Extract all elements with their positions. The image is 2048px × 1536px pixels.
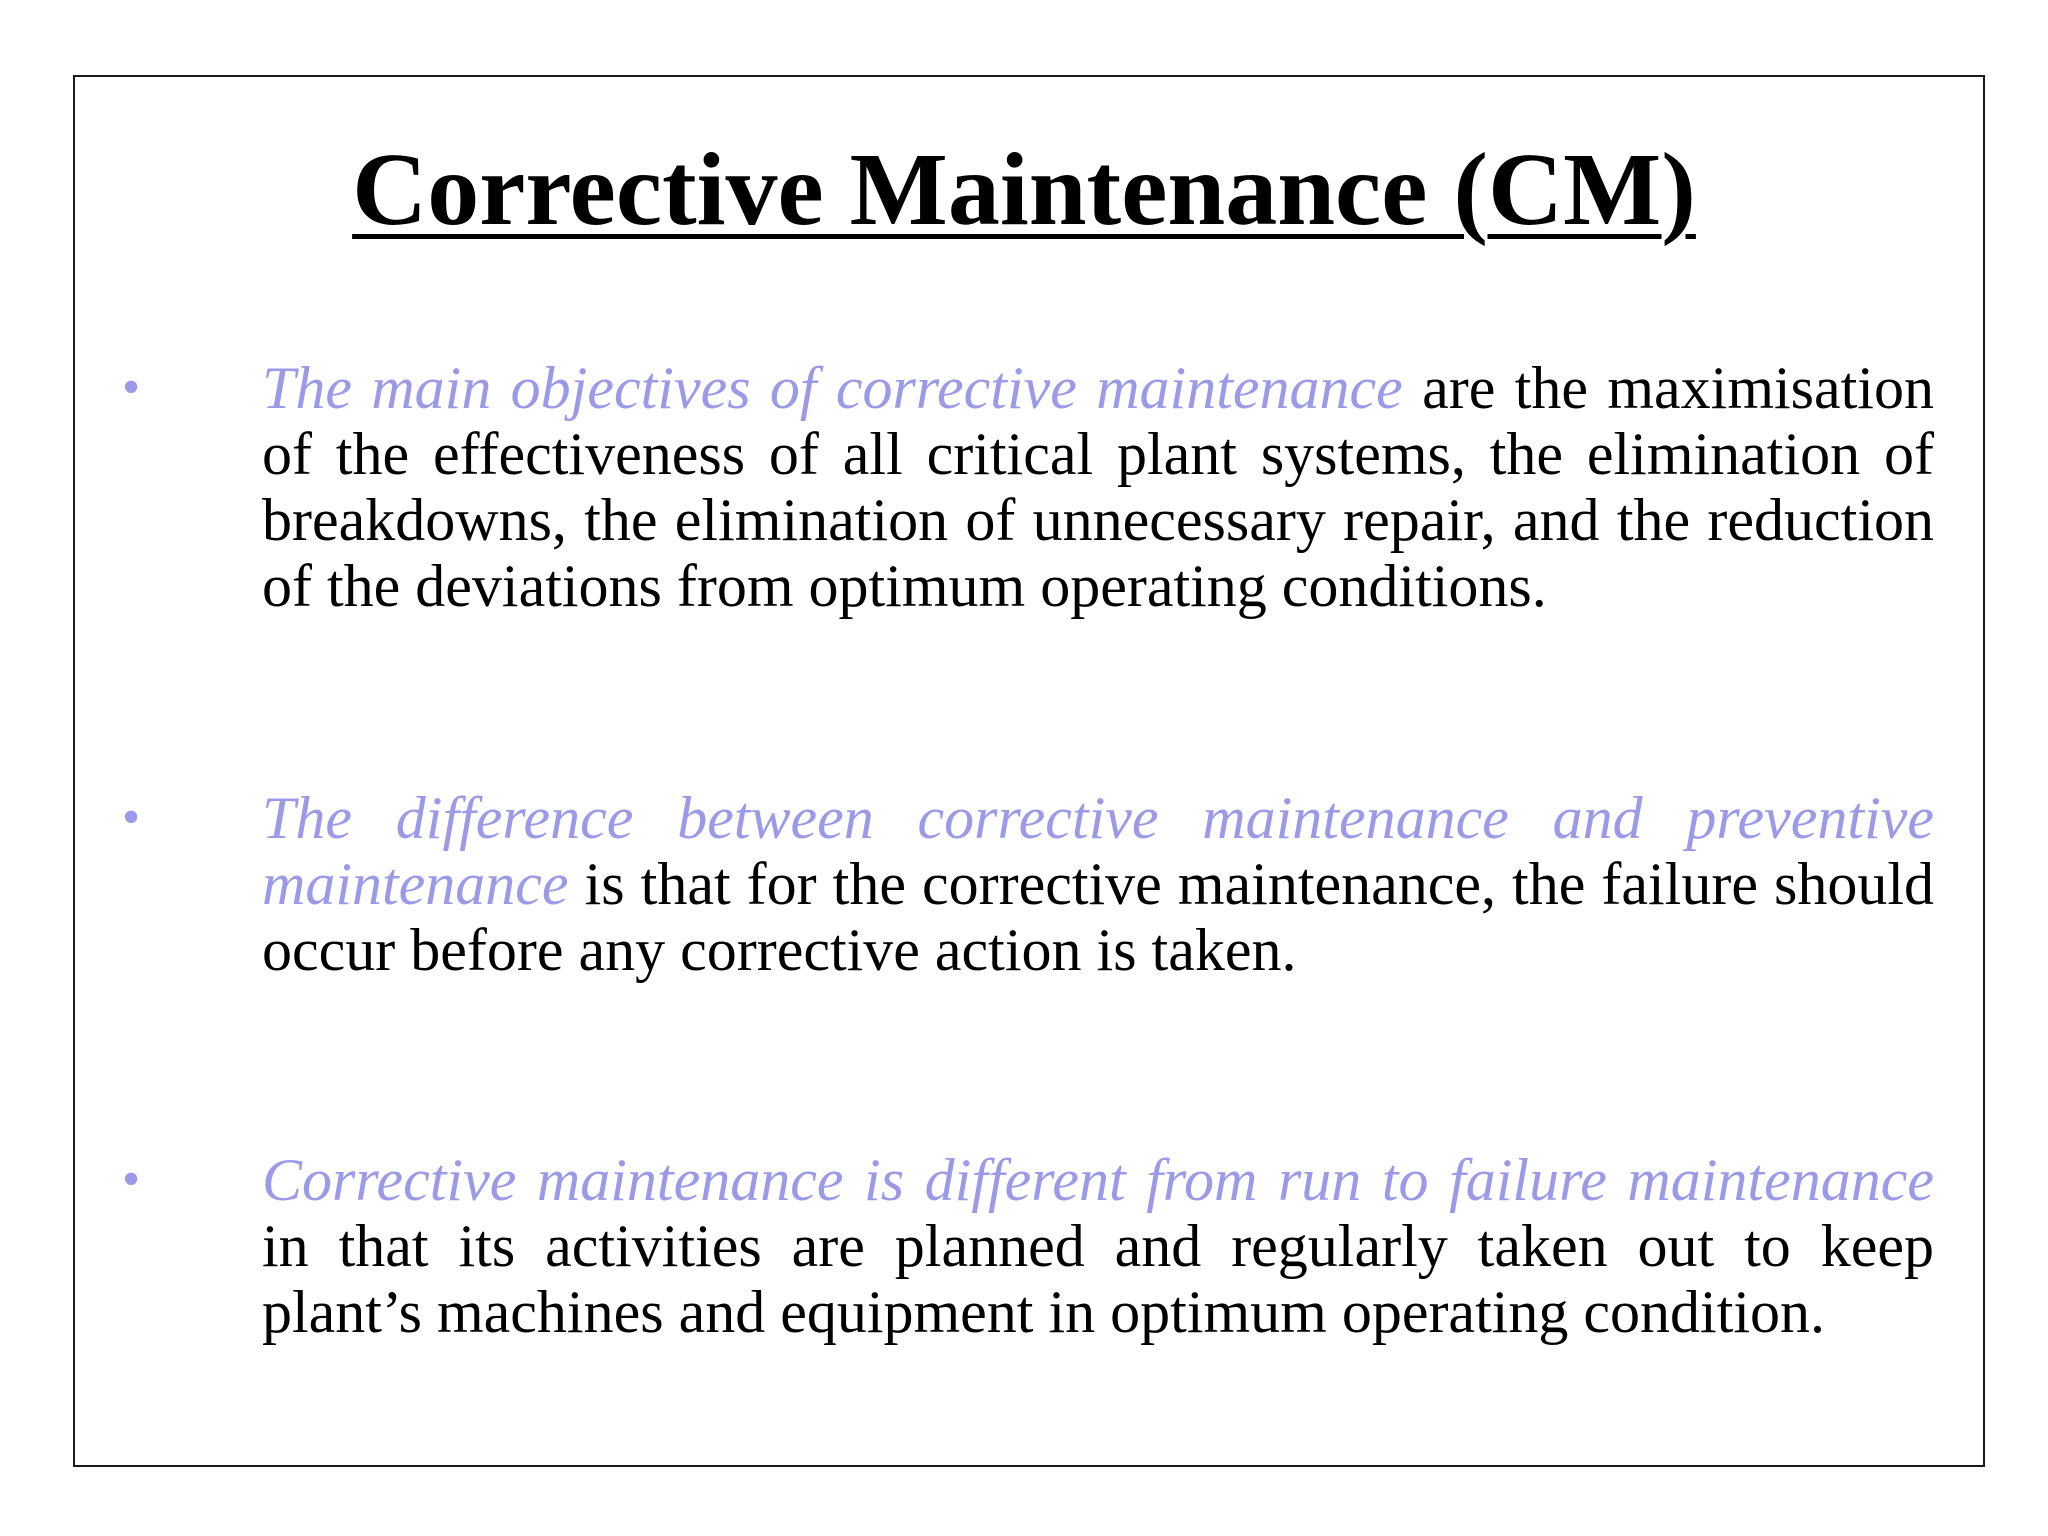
- slide-title-text: Corrective Maintenance (CM): [352, 132, 1696, 247]
- bullet-icon: •: [122, 359, 141, 416]
- bullet-icon: •: [122, 789, 141, 846]
- bullet-text: are the maximisation of the effectiveness of all critical plant systems, the elimination of breakdowns, the elimination of unnecessary repair, and the reduction of the deviations from optimum operating conditions.: [262, 355, 1934, 619]
- bullet-highlight: The difference between corrective maintenance and preventive maintenance: [262, 785, 1934, 917]
- bullet-highlight: Corrective maintenance is different from run to failure maintenance: [262, 1147, 1934, 1213]
- bullet-highlight: The main objectives of corrective maintenance: [262, 355, 1403, 421]
- bullet-item-run-to-failure: [122, 1147, 1934, 1345]
- bullet-item-objectives: [122, 355, 1934, 619]
- bullet-text: in that its activities are planned and regularly taken out to keep plant’s machines and equipment in optimum operating condition.: [262, 1213, 1934, 1345]
- bullet-text: is that for the corrective maintenance, the failure should occur before any corrective action is taken.: [262, 851, 1934, 983]
- bullet-item-difference: [122, 785, 1934, 983]
- bullet-icon: •: [122, 1151, 141, 1208]
